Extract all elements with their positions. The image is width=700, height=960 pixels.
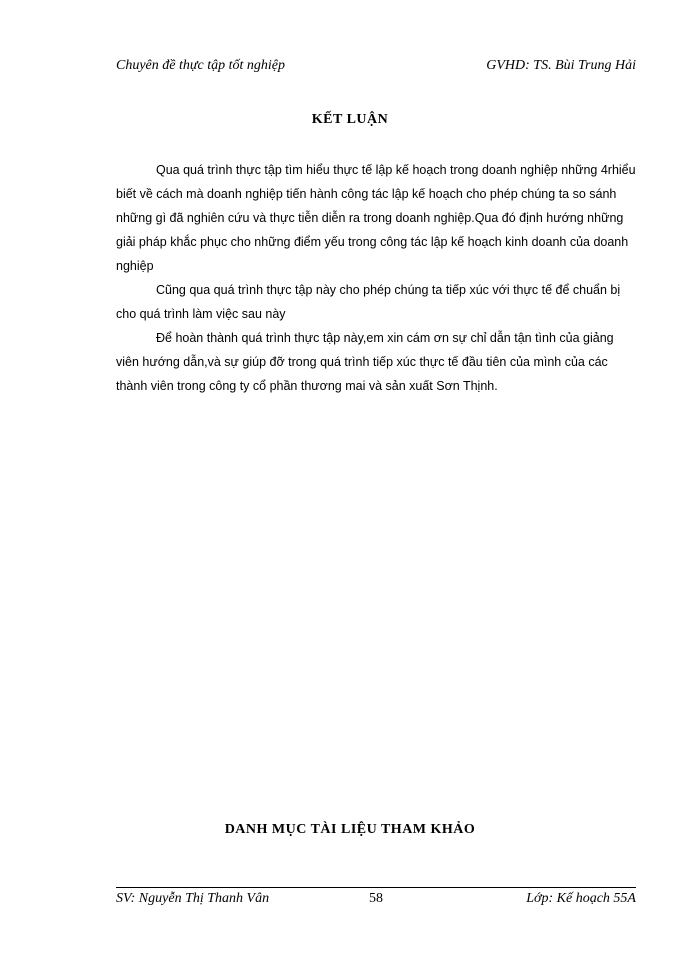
paragraph: Cũng qua quá trình thực tập này cho phép chúng ta tiếp xúc với thực tế để chuẩn bị cho quá trình làm việc sau này <box>116 283 621 321</box>
conclusion-heading: KẾT LUẬN <box>311 112 389 127</box>
header-course-title: Chuyên đề thực tập tốt nghiệp <box>116 58 285 73</box>
footer-class: Lớp: Kế hoạch 55A <box>526 891 636 906</box>
paragraph: Để hoàn thành quá trình thực tập này,em xin cám ơn sự chỉ dẫn tận tình của giảng viên hướng dẫn,và sự giúp đỡ trong quá trình tiếp xúc thực tế đầu tiên của mình của các thành viên trong công ty cổ phần thương mai và sản xuất Sơn Thịnh. <box>116 331 614 393</box>
conclusion-body <box>116 158 636 398</box>
page-footer <box>116 891 636 911</box>
references-heading: DANH MỤC TÀI LIỆU THAM KHẢO <box>224 822 476 837</box>
header-supervisor: GVHD: TS. Bùi Trung Hải <box>486 58 636 73</box>
footer-divider <box>116 887 636 888</box>
page-header <box>116 58 636 78</box>
page-number: 58 <box>369 891 383 906</box>
paragraph: Qua quá trình thực tập tìm hiểu thực tế lập kế hoạch trong doanh nghiệp những 4rhiểu biết về cách mà doanh nghiệp tiến hành công tác lập kế hoạch cho phép chúng ta so sánh những gì đã nghiên cứu và thực tiễn diễn ra trong doanh nghiệp.Qua đó định hướng những giải pháp khắc phục cho những điểm yếu trong công tác lập kế hoạch kinh doanh của doanh nghiệp <box>116 163 636 273</box>
footer-student-name: SV: Nguyễn Thị Thanh Vân <box>116 891 270 906</box>
